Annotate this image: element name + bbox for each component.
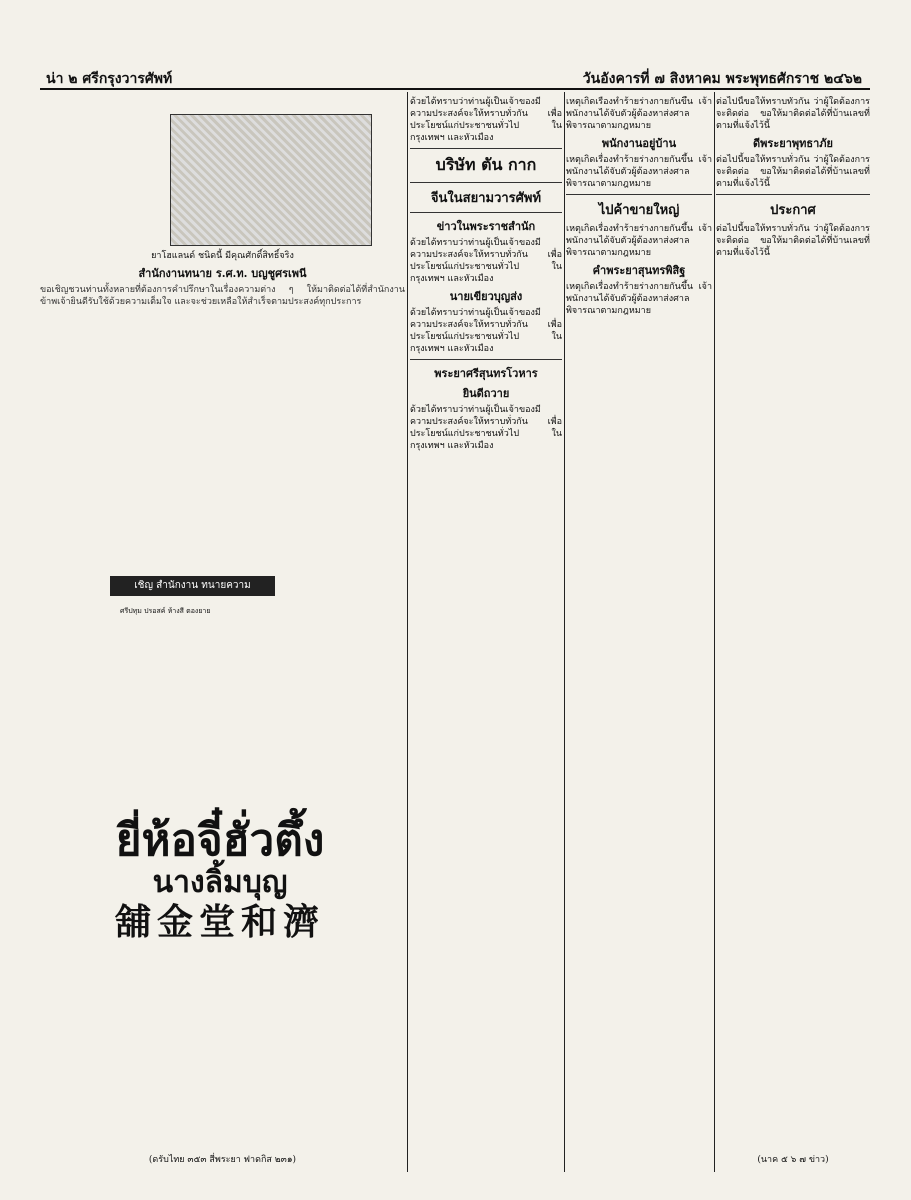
column-3 [566,96,712,1170]
heading-company: บริษัท ตัน กาก [435,155,537,174]
heading-royal-news: ข่าวในพระราชสำนัก [436,220,536,233]
pharmacy-ad [80,816,360,956]
article-body: ด้วยได้ทราบว่าท่านผู้เป็นเจ้าของมีความประสงค์จะให้ทราบทั่วกัน เพื่อประโยชน์แก่ประชาชนทั่วไป ในกรุงเทพฯ และหัวเมือง [410,308,562,354]
heading-announcement: ประกาศ [770,203,816,218]
heading-announcement: ยินดีถวาย [462,387,510,400]
heading-staff: พนักงานอยู่บ้าน [601,137,677,150]
heading-trade: ไปค้าขายใหญ่ [598,203,680,218]
column-rule [407,92,408,1172]
column-1 [40,96,405,1170]
masthead-right: วันอังคารที่ ๗ สิงหาคม พระพุทธศักราช ๒๔๖๒ [582,71,862,87]
masthead [40,66,870,90]
heading-statement: คำพระยาสุนทรพิสิฐ [592,264,686,277]
heading-obituary: ดีพระยาพุทธาภัย [753,137,833,150]
ad-title-thai: ยี่ห้อจี๋ฮั่วตึ้ง [115,815,325,866]
article-body: เหตุเกิดเรื่องทำร้ายร่างกายกันขึ้น เจ้าพนักงานได้จับตัวผู้ต้องหาส่งศาลพิจารณาตามกฎหมาย [566,282,712,316]
col1-footer: (ดรับไทย ๓๕๓ สี่พระยา ฟาดกิส ๒๓๑) [148,1155,297,1165]
article-body: ต่อไปนี้ขอให้ทราบทั่วกัน ว่าผู้ใดต้องการจะติดต่อ ขอให้มาติดต่อได้ที่บ้านเลขที่ตามที่แจ้งไว้นี้ [716,97,870,131]
name-list: ศรีปทุม ปรอสค์ ห้างสี ตองยาย [120,607,211,615]
article-body: เหตุเกิดเรื่องทำร้ายร่างกายกันขึ้น เจ้าพนักงานได้จับตัวผู้ต้องหาส่งศาลพิจารณาตามกฎหมาย [566,97,712,131]
article-body: ด้วยได้ทราบว่าท่านผู้เป็นเจ้าของมีความประสงค์จะให้ทราบทั่วกัน เพื่อประโยชน์แก่ประชาชนทั่วไป ในกรุงเทพฯ และหัวเมือง [410,238,562,284]
article-body: ขอเชิญชวนท่านทั้งหลายที่ต้องการคำปรึกษาในเรื่องความต่าง ๆ ให้มาติดต่อได้ที่สำนักงาน ข้าพเจ้ายินดีรับใช้ด้วยความเต็มใจ และจะช่วยเหลือให้สำเร็จตามประสงค์ทุกประการ [40,285,405,307]
ad-caption: ยาโฮแลนด์ ชนิดนี้ มีคุณศักดิ์สิทธิ์จริง [151,251,294,261]
article-body: ต่อไปนี้ขอให้ทราบทั่วกัน ว่าผู้ใดต้องการจะติดต่อ ขอให้มาติดต่อได้ที่บ้านเลขที่ตามที่แจ้งไว้นี้ [716,155,870,189]
col4-footer: (นาค ๕ ๖ ๗ ข่าว) [757,1155,829,1165]
section-banner: เชิญ สำนักงาน ทนายความ [110,576,275,596]
masthead-left: น่า ๒ ศรีกรุงวารศัพท์ [46,71,173,87]
article-body: เหตุเกิดเรื่องทำร้ายร่างกายกันขึ้น เจ้าพนักงานได้จับตัวผู้ต้องหาส่งศาลพิจารณาตามกฎหมาย [566,224,712,258]
column-rule [564,92,565,1172]
ad-subtitle-thai: นางลิ้มบุญ [152,865,288,900]
article-body: ต่อไปนี้ขอให้ทราบทั่วกัน ว่าผู้ใดต้องการจะติดต่อ ขอให้มาติดต่อได้ที่บ้านเลขที่ตามที่แจ้งไว้นี้ [716,224,870,258]
column-rule [714,92,715,1172]
article-body: เหตุเกิดเรื่องทำร้ายร่างกายกันขึ้น เจ้าพนักงานได้จับตัวผู้ต้องหาส่งศาลพิจารณาตามกฎหมาย [566,155,712,189]
dealer-heading: สำนักงานทนาย ร.ศ.ท. บญชูศรเพนี [138,267,307,280]
heading-official: พระยาศรีสุนทรโวหาร [434,367,538,380]
article-body: ด้วยได้ทราบว่าท่านผู้เป็นเจ้าของมีความประสงค์จะให้ทราบทั่วกัน เพื่อประโยชน์แก่ประชาชนทั่วไป ในกรุงเทพฯ และหัวเมือง [410,97,562,143]
heading-newspaper: จีนในสยามวารศัพท์ [430,191,542,206]
heading-person: นายเขียวบุญส่ง [449,290,523,303]
article-body: ด้วยได้ทราบว่าท่านผู้เป็นเจ้าของมีความประสงค์จะให้ทราบทั่วกัน เพื่อประโยชน์แก่ประชาชนทั่วไป ในกรุงเทพฯ และหัวเมือง [410,405,562,451]
column-2 [410,96,562,1170]
ad-illustration [170,114,372,246]
column-4 [716,96,870,1170]
ad-title-chinese: 舖金堂和濟 [114,901,325,943]
